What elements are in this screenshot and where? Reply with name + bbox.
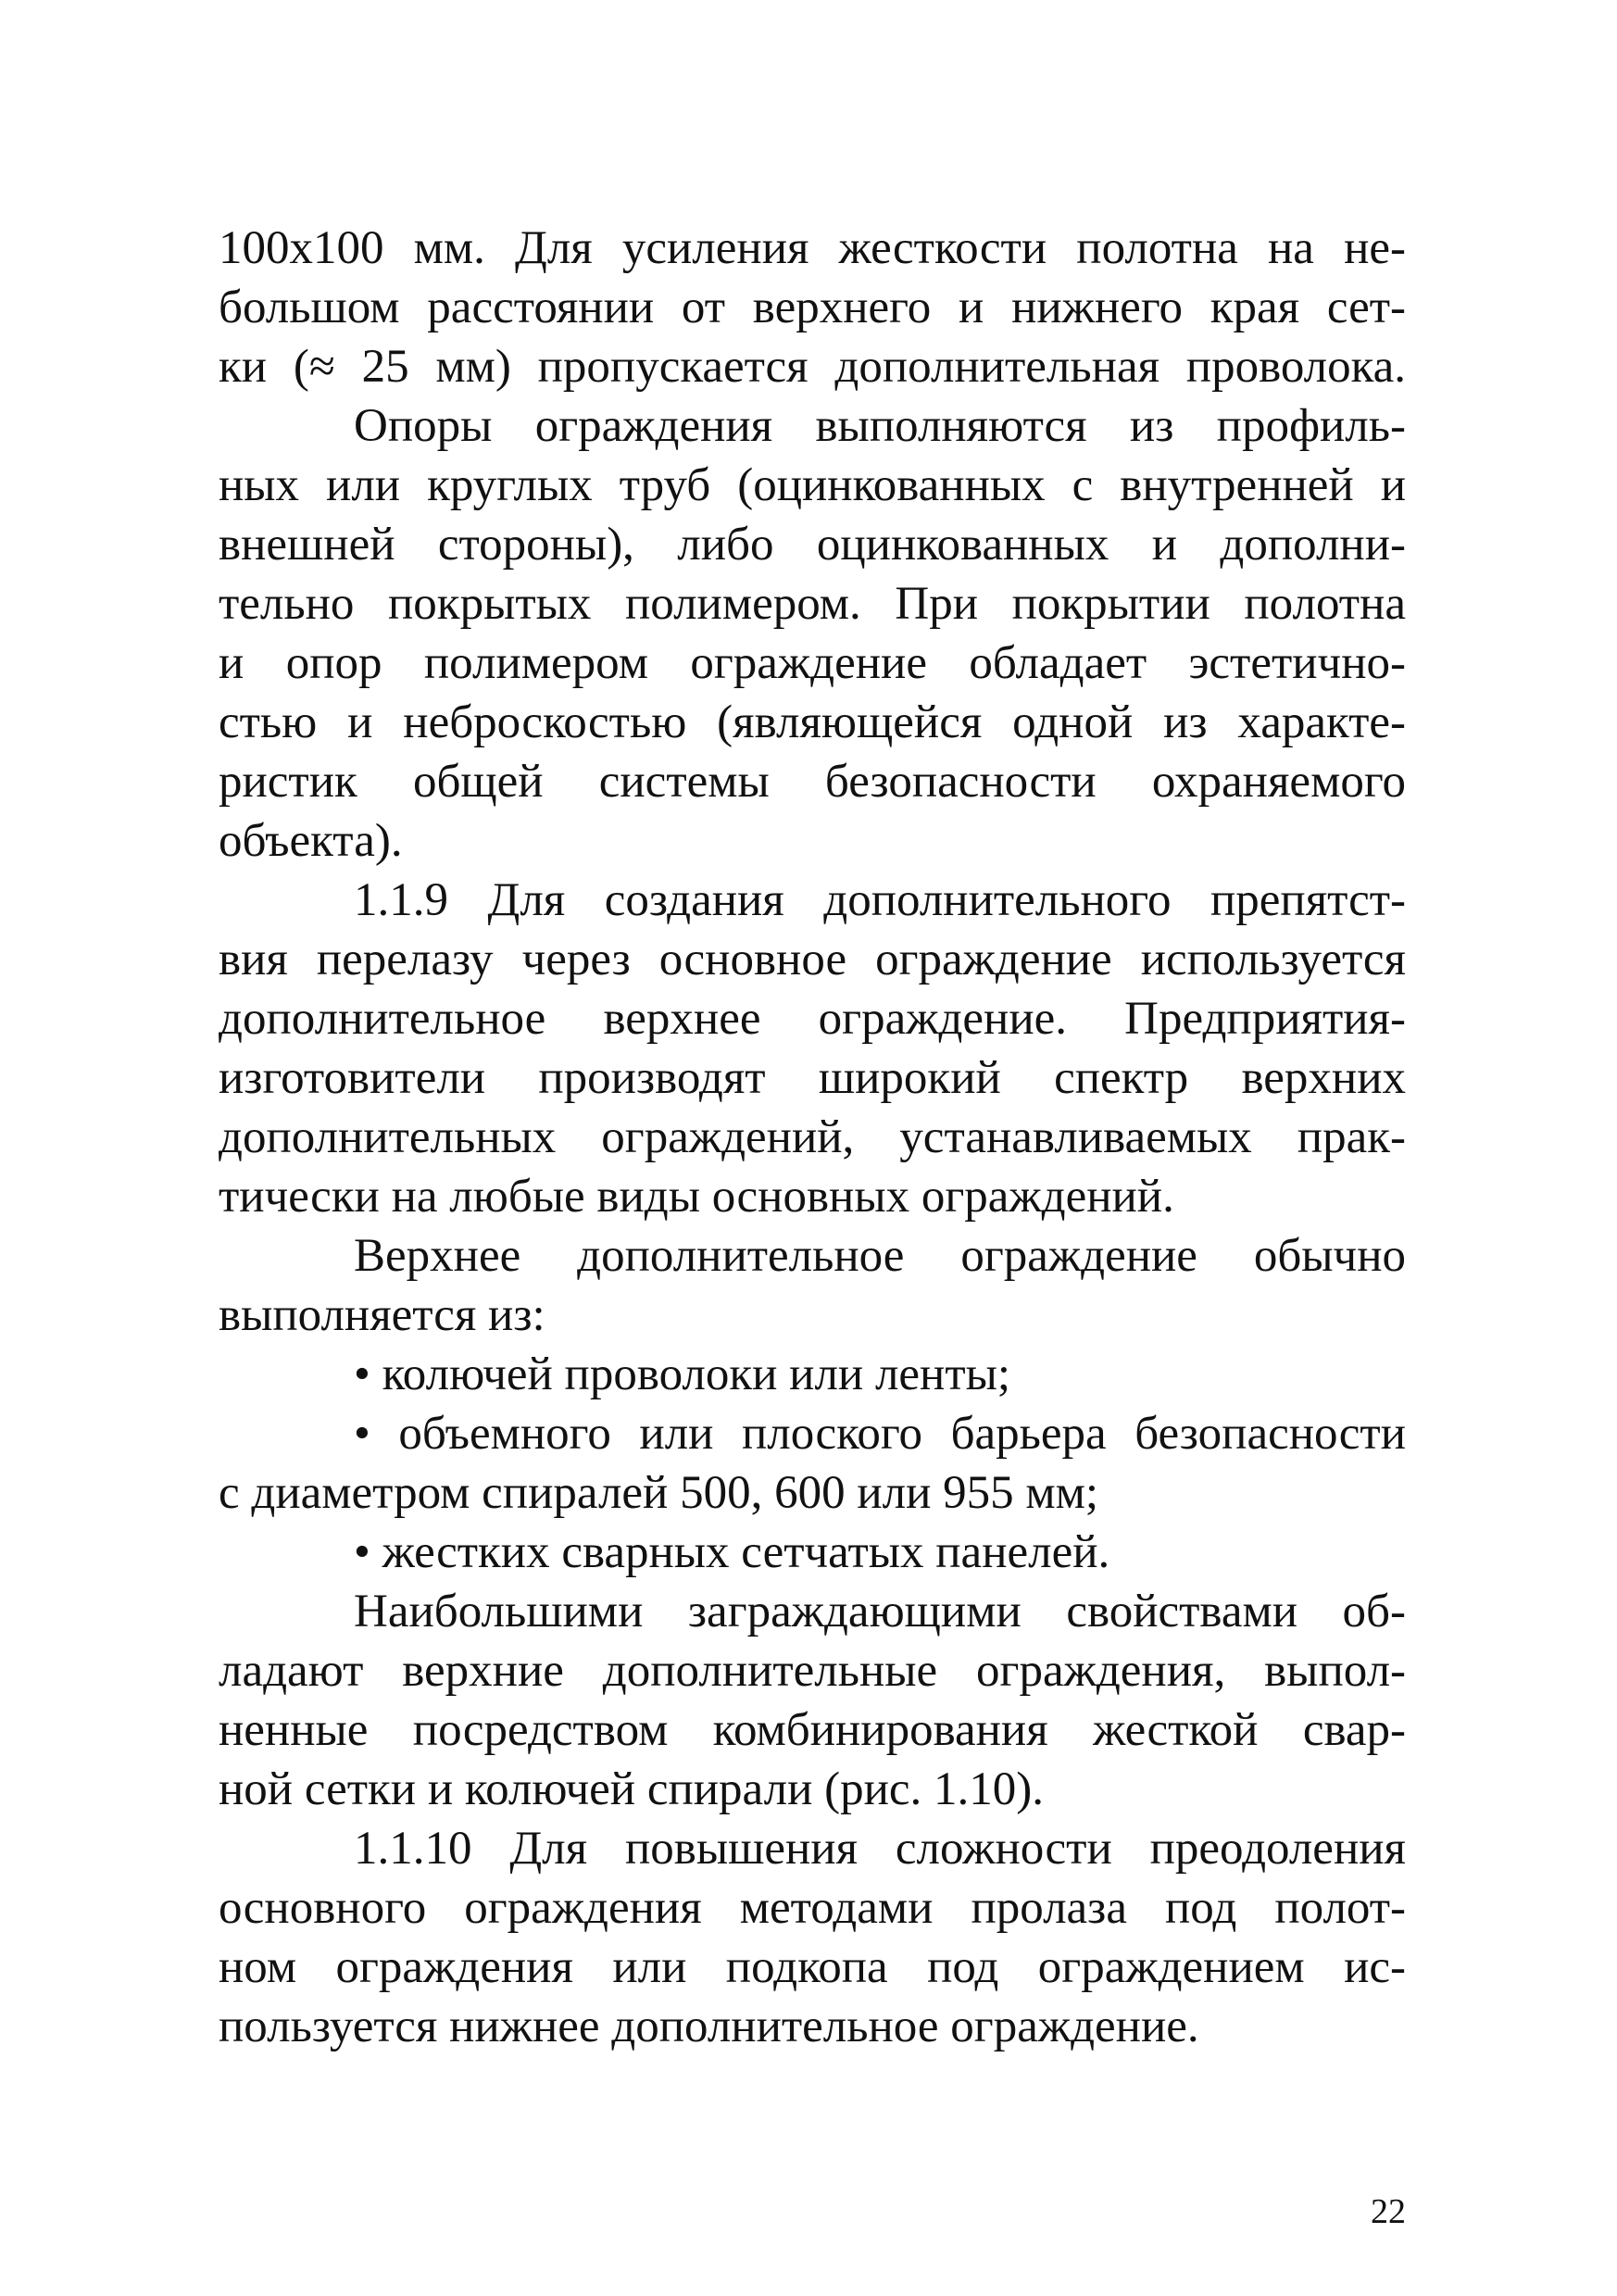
section-1-1-10-first-line: 1.1.10 Для повышения сложности преодоления: [354, 1823, 1406, 1875]
page-body: [219, 219, 1406, 2056]
paragraph-first-line: Опоры ограждения выполняются из профиль-: [354, 400, 1406, 452]
text-line: ристик общей системы безопасности охраняемого: [219, 756, 1406, 808]
text-line: 100x100 мм. Для усиления жесткости полотна на не-: [219, 222, 1406, 274]
text-line: ки (≈ 25 мм) пропускается дополнительная проволока.: [219, 341, 1406, 393]
paragraph-last-line: пользуется нижнее дополнительное ограждение.: [219, 2001, 1199, 2052]
page-number: 22: [1371, 2192, 1406, 2231]
text-line: внешней стороны), либо оцинкованных и дополни-: [219, 519, 1406, 571]
paragraph-first-line: Верхнее дополнительное ограждение обычно: [354, 1230, 1406, 1282]
text-line: стью и неброскостью (являющейся одной из характе-: [219, 696, 1406, 748]
bullet-item: • жестких сварных сетчатых панелей.: [354, 1526, 1110, 1578]
text-line: ном ограждения или подкопа под ограждением ис-: [219, 1941, 1406, 1993]
bullet-item: • объемного или плоского барьера безопасности: [354, 1408, 1406, 1460]
bullet-item: • колючей проволоки или ленты;: [354, 1349, 1011, 1400]
text-line: вия перелазу через основное ограждение используется: [219, 934, 1406, 985]
bullet-item-continuation: с диаметром спиралей 500, 600 или 955 мм;: [219, 1467, 1099, 1519]
text-line: изготовители производят широкий спектр верхних: [219, 1052, 1406, 1104]
paragraph-last-line: выполняется из:: [219, 1289, 545, 1341]
text-line: ладают верхние дополнительные ограждения, выпол-: [219, 1645, 1406, 1697]
text-line: ных или круглых труб (оцинкованных с внутренней и: [219, 459, 1406, 511]
paragraph-first-line: Наибольшими заграждающими свойствами об-: [354, 1586, 1406, 1637]
text-line: тельно покрытых полимером. При покрытии полотна: [219, 578, 1406, 630]
text-line: дополнительное верхнее ограждение. Предприятия-: [219, 993, 1406, 1045]
text-line: ненные посредством комбинирования жесткой свар-: [219, 1704, 1406, 1756]
text-line: большом расстоянии от верхнего и нижнего края сет-: [219, 282, 1406, 333]
paragraph-last-line: ной сетки и колючей спирали (рис. 1.10).: [219, 1763, 1045, 1815]
text-line: и опор полимером ограждение обладает эстетично-: [219, 637, 1406, 689]
text-line: дополнительных ограждений, устанавливаемых прак-: [219, 1111, 1406, 1163]
paragraph-last-line: тически на любые виды основных ограждений.: [219, 1171, 1174, 1223]
section-1-1-9-first-line: 1.1.9 Для создания дополнительного препятст-: [354, 874, 1406, 926]
paragraph-last-line: объекта).: [219, 815, 403, 867]
text-line: основного ограждения методами пролаза под полот-: [219, 1882, 1406, 1934]
